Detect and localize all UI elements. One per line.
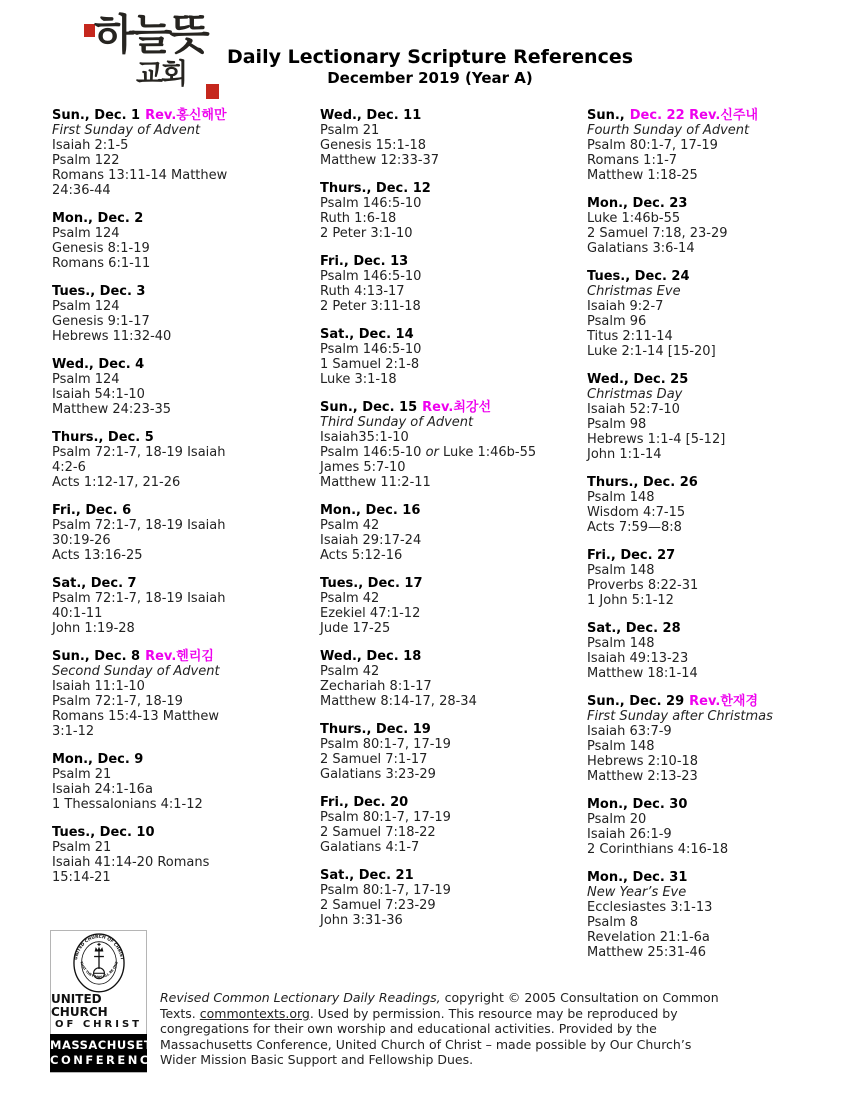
scripture-reading: Isaiah 24:1-16a — [52, 782, 153, 797]
scripture-reading: Isaiah 41:14-20 Romans — [52, 855, 210, 870]
column-3 — [587, 108, 832, 973]
entry-day-heading — [320, 327, 587, 342]
entry-day-heading — [320, 649, 587, 664]
lectionary-entry — [52, 357, 320, 417]
lectionary-entry — [587, 870, 832, 960]
church-logo-text-line2: 교회 — [136, 57, 187, 90]
lectionary-entry — [320, 254, 587, 314]
entry-day-label: Mon., Dec. 23 — [587, 196, 688, 211]
scripture-reading: Romans 6:1-11 — [52, 256, 151, 271]
scripture-reading: Romans 1:1-7 — [587, 153, 678, 168]
band-line2: CONFERENCE — [50, 1052, 162, 1067]
scripture-reading: Isaiah35:1-10 — [320, 430, 409, 445]
church-logo-text-line1: 하늘뜻 — [94, 10, 207, 59]
lectionary-entry — [587, 372, 832, 462]
lectionary-entry — [52, 284, 320, 344]
entry-day-heading — [52, 825, 320, 840]
entry-feast-name: Third Sunday of Advent — [320, 415, 474, 430]
entry-day-label: Fri., Dec. 13 — [320, 254, 409, 269]
page-subtitle: December 2019 (Year A) — [327, 68, 533, 87]
entry-day-label: Tues., Dec. 17 — [320, 576, 423, 591]
lectionary-entry — [320, 868, 587, 928]
scripture-reading: Matthew 12:33-37 — [320, 153, 440, 168]
scripture-reading: Genesis 15:1-18 — [320, 138, 427, 153]
scripture-reading: Psalm 124 — [52, 299, 120, 314]
lectionary-entry — [52, 576, 320, 636]
scripture-reading: Isaiah 9:2-7 — [587, 299, 664, 314]
scripture-reading: Psalm 122 — [52, 153, 120, 168]
scripture-reading: Jude 17-25 — [320, 621, 391, 636]
scripture-reading: Acts 1:12-17, 21-26 — [52, 475, 181, 490]
scripture-reading: James 5:7-10 — [320, 460, 406, 475]
scripture-reading: 4:2-6 — [52, 460, 86, 475]
scripture-reading: Matthew 18:1-14 — [587, 666, 698, 681]
entry-day-heading — [52, 576, 320, 591]
scripture-reading: Psalm 148 — [587, 563, 655, 578]
lectionary-entry — [587, 548, 832, 608]
entry-feast-name: Second Sunday of Advent — [52, 664, 220, 679]
entry-day-heading — [52, 430, 320, 445]
entry-reverend-name: Dec. 22 Rev.신주내 — [629, 108, 758, 123]
scripture-reading: Psalm 124 — [52, 372, 120, 387]
ucc-seal-bottom-text: THAT THEY MAY ALL BE ONE — [78, 960, 119, 980]
entry-day-heading — [52, 649, 320, 664]
entry-feast-name: Christmas Day — [587, 387, 683, 402]
entry-day-heading — [320, 503, 587, 518]
scripture-reading: Psalm 148 — [587, 490, 655, 505]
copyright-text-before-link: copyright © 2005 Consultation on Common Texts. — [160, 990, 719, 1021]
entry-day-label: Tues., Dec. 24 — [587, 269, 690, 284]
entry-day-label: Sun., — [587, 108, 625, 123]
scripture-reading: Psalm 80:1-7, 17-19 — [587, 138, 718, 153]
entry-day-heading — [587, 621, 832, 636]
massachusetts-conference-band — [50, 1034, 170, 1072]
commontexts-link[interactable]: commontexts.org — [199, 1005, 310, 1021]
entry-reverend-name: Rev.최강선 — [422, 400, 492, 415]
entry-day-heading — [52, 211, 320, 226]
entry-day-heading — [587, 372, 832, 387]
scripture-reading: Isaiah 63:7-9 — [587, 724, 672, 739]
entry-feast-name: New Year’s Eve — [587, 885, 687, 900]
ucc-seal-icon — [59, 933, 139, 993]
scripture-reading: 2 Peter 3:11-18 — [320, 299, 421, 314]
entry-day-label: Thurs., Dec. 5 — [52, 430, 154, 445]
scripture-reading: Matthew 8:14-17, 28-34 — [320, 694, 477, 709]
entry-day-label: Sat., Dec. 14 — [320, 327, 414, 342]
scripture-reading: Wisdom 4:7-15 — [587, 505, 686, 520]
scripture-reading: Genesis 8:1-19 — [52, 241, 150, 256]
lectionary-entry — [587, 475, 832, 535]
lectionary-entry — [587, 269, 832, 359]
scripture-reading: Psalm 21 — [52, 767, 112, 782]
scripture-reading: Psalm 98 — [587, 417, 647, 432]
scripture-reading: Hebrews 2:10-18 — [587, 754, 699, 769]
entry-feast-name: Christmas Eve — [587, 284, 681, 299]
scripture-reading: Psalm 146:5-10 or Luke 1:46b-55 — [320, 445, 537, 460]
entry-day-heading — [320, 868, 587, 883]
scripture-reading: 30:19-26 — [52, 533, 111, 548]
entry-day-label: Thurs., Dec. 12 — [320, 181, 431, 196]
scripture-reading: Ezekiel 47:1-12 — [320, 606, 421, 621]
entry-day-label: Sun., Dec. 1 — [52, 108, 141, 123]
entry-day-label: Sun., Dec. 15 — [320, 400, 418, 415]
scripture-reading: Psalm 146:5-10 — [320, 342, 422, 357]
entry-day-label: Wed., Dec. 18 — [320, 649, 422, 664]
entry-day-heading — [52, 108, 320, 123]
lectionary-entry — [587, 621, 832, 681]
entry-day-heading — [320, 254, 587, 269]
scripture-reading: Hebrews 1:1-4 [5-12] — [587, 432, 726, 447]
lectionary-entry — [320, 503, 587, 563]
scripture-reading: 24:36-44 — [52, 183, 111, 198]
lectionary-entry — [320, 400, 587, 490]
scripture-reading: Isaiah 54:1-10 — [52, 387, 145, 402]
scripture-reading: Ruth 4:13-17 — [320, 284, 405, 299]
entry-day-heading — [320, 400, 587, 415]
scripture-reading: Matthew 25:31-46 — [587, 945, 707, 960]
scripture-reading: 2 Corinthians 4:16-18 — [587, 842, 729, 857]
entry-day-label: Fri., Dec. 6 — [52, 503, 132, 518]
scripture-reading: 15:14-21 — [52, 870, 111, 885]
scripture-reading: 2 Samuel 7:18-22 — [320, 825, 436, 840]
scripture-reading: Matthew 2:13-23 — [587, 769, 698, 784]
scripture-reading: Psalm 42 — [320, 591, 380, 606]
column-2 — [320, 108, 587, 973]
lectionary-entry — [587, 797, 832, 857]
scripture-reading: 40:1-11 — [52, 606, 103, 621]
entry-day-label: Sun., Dec. 29 — [587, 694, 685, 709]
entry-feast-name: Fourth Sunday of Advent — [587, 123, 750, 138]
scripture-reading: John 1:1-14 — [587, 447, 662, 462]
entry-day-heading — [320, 108, 587, 123]
entry-day-label: Tues., Dec. 3 — [52, 284, 146, 299]
entry-day-label: Mon., Dec. 30 — [587, 797, 688, 812]
scripture-reading: Psalm 42 — [320, 518, 380, 533]
entry-day-heading — [587, 870, 832, 885]
scripture-reading: Luke 2:1-14 [15-20] — [587, 344, 716, 359]
header — [0, 46, 860, 88]
entry-day-label: Sat., Dec. 7 — [52, 576, 137, 591]
scripture-reading: Zechariah 8:1-17 — [320, 679, 432, 694]
scripture-reading: Psalm 42 — [320, 664, 380, 679]
page-title: Daily Lectionary Scripture References — [226, 46, 634, 68]
entry-feast-name: First Sunday of Advent — [52, 123, 201, 138]
scripture-reading: 1 John 5:1-12 — [587, 593, 674, 608]
scripture-reading: Psalm 72:1-7, 18-19 — [52, 694, 183, 709]
scripture-reading: Romans 13:11-14 Matthew — [52, 168, 228, 183]
lectionary-entry — [320, 327, 587, 387]
scripture-reading: Isaiah 52:7-10 — [587, 402, 680, 417]
entry-day-heading — [320, 576, 587, 591]
entry-day-label: Sat., Dec. 28 — [587, 621, 681, 636]
scripture-reading: Psalm 72:1-7, 18-19 Isaiah — [52, 445, 226, 460]
scripture-reading: Matthew 11:2-11 — [320, 475, 431, 490]
scripture-reading: Psalm 8 — [587, 915, 639, 930]
scripture-reading: Isaiah 26:1-9 — [587, 827, 672, 842]
lectionary-entry — [52, 108, 320, 198]
entry-day-label: Mon., Dec. 9 — [52, 752, 144, 767]
scripture-reading: Isaiah 11:1-10 — [52, 679, 145, 694]
scripture-reading: Matthew 24:23-35 — [52, 402, 172, 417]
scripture-reading: Psalm 21 — [320, 123, 380, 138]
scripture-reading: Isaiah 49:13-23 — [587, 651, 689, 666]
entry-day-heading — [52, 357, 320, 372]
scripture-reading: Luke 3:1-18 — [320, 372, 397, 387]
copyright-text-after-link: . Used by permission. This resource may be reproduced by congregations for their own worship and educational activities. Provided by the Massachusetts Conference, United Church of Christ – made possible by Our Church’s Wider Mission Basic Support and Fellowship Dues. — [160, 1005, 692, 1067]
entry-day-label: Mon., Dec. 16 — [320, 503, 421, 518]
scripture-reading: Psalm 124 — [52, 226, 120, 241]
scripture-reading: Romans 15:4-13 Matthew — [52, 709, 219, 724]
scripture-reading: Isaiah 29:17-24 — [320, 533, 422, 548]
lectionary-entry — [52, 825, 320, 885]
entry-day-label: Tues., Dec. 10 — [52, 825, 155, 840]
column-1 — [52, 108, 320, 973]
scripture-reading: Ruth 1:6-18 — [320, 211, 397, 226]
scripture-reading: Psalm 148 — [587, 636, 655, 651]
lectionary-entry — [587, 196, 832, 256]
crown-cross-orb-icon — [93, 943, 104, 979]
entry-day-label: Mon., Dec. 2 — [52, 211, 144, 226]
lectionary-entry — [52, 503, 320, 563]
scripture-reading: Titus 2:11-14 — [587, 329, 673, 344]
entry-reverend-name: Rev.헨리김 — [145, 649, 214, 664]
scripture-reading: 2 Samuel 7:18, 23-29 — [587, 226, 728, 241]
scripture-reading: John 3:31-36 — [320, 913, 403, 928]
entry-day-heading — [52, 503, 320, 518]
entry-day-heading — [52, 284, 320, 299]
source-title: Revised Common Lectionary Daily Readings, — [160, 990, 441, 1005]
scripture-reading: Psalm 148 — [587, 739, 655, 754]
entry-day-label: Wed., Dec. 4 — [52, 357, 145, 372]
lectionary-entry — [320, 181, 587, 241]
lectionary-entry — [587, 694, 832, 784]
scripture-reading: Psalm 20 — [587, 812, 647, 827]
lectionary-entry — [320, 576, 587, 636]
scripture-reading: Ecclesiastes 3:1-13 — [587, 900, 713, 915]
scripture-reading: Psalm 146:5-10 — [320, 269, 422, 284]
scripture-reading: Galatians 3:6-14 — [587, 241, 695, 256]
scripture-reading: Matthew 1:18-25 — [587, 168, 698, 183]
entry-day-heading — [320, 795, 587, 810]
entry-day-heading — [587, 108, 832, 123]
scripture-reading: 2 Samuel 7:1-17 — [320, 752, 428, 767]
ucc-name-line2: OF CHRIST — [55, 1019, 142, 1031]
entry-day-label: Wed., Dec. 25 — [587, 372, 689, 387]
scripture-reading: Psalm 72:1-7, 18-19 Isaiah — [52, 518, 226, 533]
entry-day-label: Mon., Dec. 31 — [587, 870, 688, 885]
entry-day-heading — [587, 475, 832, 490]
entry-day-label: Thurs., Dec. 19 — [320, 722, 431, 737]
or-conjunction: or — [425, 445, 439, 460]
scripture-reading: Psalm 80:1-7, 17-19 — [320, 737, 451, 752]
entry-day-label: Fri., Dec. 27 — [587, 548, 676, 563]
scripture-reading: Psalm 96 — [587, 314, 647, 329]
scripture-reading: Psalm 72:1-7, 18-19 Isaiah — [52, 591, 226, 606]
scripture-reading: 3:1-12 — [52, 724, 95, 739]
scripture-reading: Galatians 4:1-7 — [320, 840, 420, 855]
entry-day-heading — [52, 752, 320, 767]
scripture-reading: 2 Samuel 7:23-29 — [320, 898, 436, 913]
entry-day-label: Sun., Dec. 8 — [52, 649, 141, 664]
entry-day-heading — [320, 722, 587, 737]
entry-day-heading — [587, 269, 832, 284]
entry-day-label: Wed., Dec. 11 — [320, 108, 422, 123]
entry-feast-name: First Sunday after Christmas — [587, 709, 773, 724]
scripture-reading: 2 Peter 3:1-10 — [320, 226, 413, 241]
entry-day-heading — [587, 196, 832, 211]
scripture-reading: Isaiah 2:1-5 — [52, 138, 129, 153]
ucc-name-line1: UNITED CHURCH — [51, 991, 108, 1020]
lectionary-entry — [52, 211, 320, 271]
scripture-reading: Psalm 146:5-10 — [320, 196, 422, 211]
scripture-reading: Acts 7:59—8:8 — [587, 520, 682, 535]
band-line1: MASSACHUSETTS — [50, 1038, 170, 1053]
scripture-reading: Psalm 80:1-7, 17-19 — [320, 883, 451, 898]
scripture-reading: Galatians 3:23-29 — [320, 767, 436, 782]
scripture-reading: 1 Samuel 2:1-8 — [320, 357, 420, 372]
scripture-reading: Revelation 21:1-6a — [587, 930, 710, 945]
scripture-reading: 1 Thessalonians 4:1-12 — [52, 797, 203, 812]
scripture-reading: Hebrews 11:32-40 — [52, 329, 172, 344]
scripture-reading: Proverbs 8:22-31 — [587, 578, 699, 593]
scripture-reading: Psalm 80:1-7, 17-19 — [320, 810, 451, 825]
entry-day-heading — [587, 548, 832, 563]
ucc-conference-logo — [50, 930, 170, 1073]
lectionary-entry — [320, 108, 587, 168]
lectionary-entry — [52, 430, 320, 490]
entry-day-label: Fri., Dec. 20 — [320, 795, 409, 810]
scripture-reading: Genesis 9:1-17 — [52, 314, 150, 329]
scripture-reading: Acts 13:16-25 — [52, 548, 143, 563]
lectionary-entry — [320, 649, 587, 709]
lectionary-entry — [320, 722, 587, 782]
entry-day-label: Sat., Dec. 21 — [320, 868, 414, 883]
lectionary-entry — [587, 108, 832, 183]
entry-reverend-name: Rev.홍신해만 — [145, 108, 227, 123]
lectionary-columns — [52, 108, 832, 973]
lectionary-entry — [52, 752, 320, 812]
lectionary-entry — [52, 649, 320, 739]
scripture-reading: Acts 5:12-16 — [320, 548, 403, 563]
scripture-reading: John 1:19-28 — [52, 621, 135, 636]
entry-day-heading — [320, 181, 587, 196]
lectionary-entry — [320, 795, 587, 855]
ucc-seal-top-text: UNITED CHURCH OF CHRIST — [73, 934, 124, 961]
entry-day-heading — [587, 694, 832, 709]
scripture-reading: Luke 1:46b-55 — [587, 211, 681, 226]
entry-day-heading — [587, 797, 832, 812]
entry-day-label: Thurs., Dec. 26 — [587, 475, 698, 490]
copyright-paragraph — [160, 990, 726, 1068]
scripture-reading: Psalm 21 — [52, 840, 112, 855]
entry-reverend-name: Rev.한재경 — [689, 694, 759, 709]
